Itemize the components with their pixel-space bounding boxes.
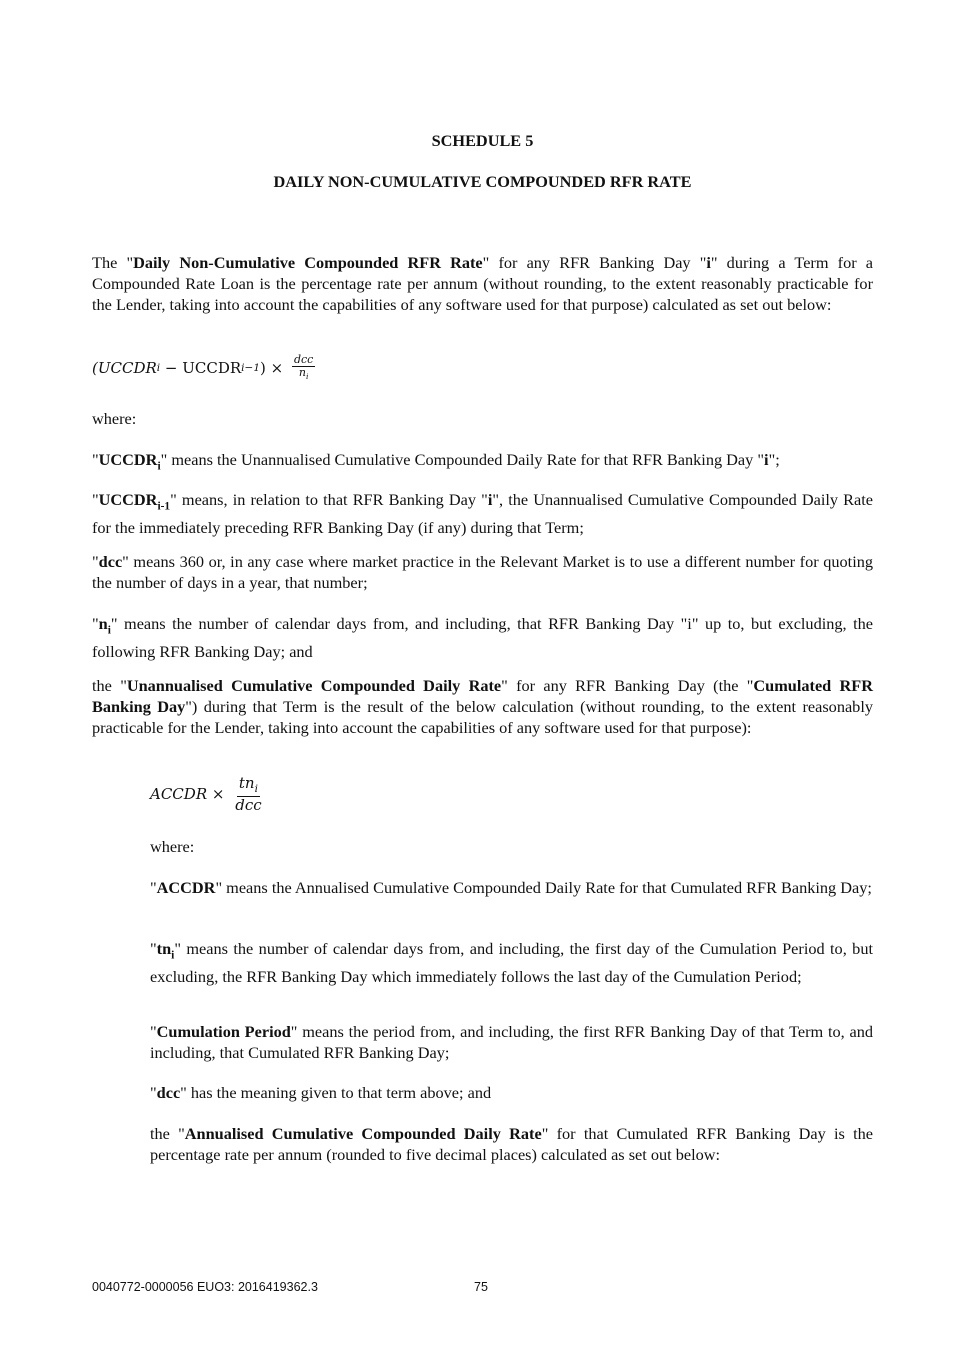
defined-term xyxy=(98,450,161,473)
formula-part: (UCCDR xyxy=(92,358,157,377)
text: " xyxy=(92,552,99,571)
fraction-numerator xyxy=(237,775,260,797)
formula-daily-rate xyxy=(92,354,315,382)
defined-term: dcc xyxy=(98,552,123,571)
text: " for any RFR Banking Day " xyxy=(482,253,707,272)
defined-term: Daily Non-Cumulative Compounded RFR Rate xyxy=(133,253,483,272)
subscript: i-1 xyxy=(157,500,171,513)
formula-part: ACCDR × xyxy=(150,784,230,803)
text: " means, in relation to that RFR Banking Day " xyxy=(170,490,488,509)
footer-document-reference: 0040772-0000056 EUO3: 2016419362.3 xyxy=(92,1280,318,1294)
definition-cumulation-period xyxy=(150,1021,873,1063)
definition-uccdr-i xyxy=(92,449,873,477)
defined-term: Unannualised Cumulative Compounded Daily Rate xyxy=(126,676,502,695)
subscript: i xyxy=(171,949,175,962)
text: " means 360 or, in any case where market practice in the Relevant Market is to use a different number for quoting the number of days in a year, that number; xyxy=(92,552,873,592)
text: " means the Unannualised Cumulative Compounded Daily Rate for that RFR Banking Day " xyxy=(160,450,765,469)
formula-subscript: i xyxy=(254,783,258,795)
definition-tni xyxy=(150,938,873,987)
text: ", the Unannualised Cumulative Compounded Daily Rate for the immediately preceding RFR Banking Day (if any) during that Term; xyxy=(92,490,873,538)
formula-part: ) × xyxy=(260,358,288,377)
fraction-denominator xyxy=(297,367,311,382)
text: " for that Cumulated RFR Banking Day is the percentage rate per annum (rounded to five decimal places) calculated as set out below: xyxy=(150,1124,874,1164)
defined-term: i xyxy=(487,490,493,509)
subscript: i xyxy=(157,460,161,473)
formula-part: − UCCDR xyxy=(160,358,242,377)
accdr-definition-paragraph xyxy=(150,1123,873,1165)
defined-term: ACCDR xyxy=(156,878,216,897)
uccdr-definition-paragraph xyxy=(92,675,873,738)
text: tn xyxy=(156,939,172,958)
where-label: where: xyxy=(150,837,195,856)
intro-paragraph xyxy=(92,252,873,315)
text: " xyxy=(92,614,99,633)
definition-accdr xyxy=(150,877,873,898)
fraction xyxy=(292,354,315,382)
text: " means the number of calendar days from, and including, that RFR Banking Day "i" up to, but excluding, the following RFR Banking Day; and xyxy=(92,614,873,662)
schedule-title: SCHEDULE 5 xyxy=(431,131,534,150)
schedule-subtitle: DAILY NON-CUMULATIVE COMPOUNDED RFR RATE xyxy=(273,172,692,191)
fraction-numerator: dcc xyxy=(293,353,314,366)
defined-term: Annualised Cumulative Compounded Daily Rate xyxy=(184,1124,542,1143)
defined-term: dcc xyxy=(156,1083,181,1102)
text: " xyxy=(150,1083,157,1102)
text: UCCDR xyxy=(98,450,158,469)
where-label: where: xyxy=(92,409,137,428)
defined-term xyxy=(156,939,175,962)
text: " means the period from, and including, the first RFR Banking Day of that Term to, and including, that Cumulated RFR Banking Day; xyxy=(150,1022,873,1062)
footer-page-number: 75 xyxy=(474,1280,488,1294)
text: the " xyxy=(92,676,127,695)
defined-term: i xyxy=(764,450,769,469)
text: " for any RFR Banking Day (the " xyxy=(501,676,754,695)
formula-subscript: i−1 xyxy=(241,361,261,374)
text: " xyxy=(150,878,157,897)
text: n xyxy=(98,614,108,633)
definition-uccdr-i-1 xyxy=(92,489,873,538)
text: " xyxy=(92,490,99,509)
text: the " xyxy=(150,1124,185,1143)
text: ") during that Term is the result of the below calculation (without rounding, to the extent reasonably practicable for the Lender, taking into account the capabilities of any software used for that purpose): xyxy=(92,697,873,737)
text: " xyxy=(150,939,157,958)
defined-term: i xyxy=(706,253,711,272)
text: " during a Term for a Compounded Rate Loan is the percentage rate per annum (without rounding, to the extent reasonably practicable for the Lender, taking into account the capabilities of any software used for that purpose) calculated as set out below: xyxy=(92,253,874,314)
text: UCCDR xyxy=(98,490,158,509)
defined-term: Cumulated RFR Banking Day xyxy=(92,676,873,716)
definition-ni xyxy=(92,613,873,662)
fraction-denominator: dcc xyxy=(235,795,262,814)
definition-dcc xyxy=(92,551,873,593)
text: " means the number of calendar days from, and including, the first day of the Cumulation Period to, but excluding, the RFR Banking Day which immediately follows the last day of the Cumulation Period; xyxy=(150,939,873,987)
defined-term xyxy=(98,490,171,513)
defined-term xyxy=(98,614,111,637)
formula-part: tn xyxy=(238,774,255,792)
text: " xyxy=(150,1022,157,1041)
formula-uccdr xyxy=(150,775,264,814)
text: " has the meaning given to that term above; and xyxy=(180,1083,492,1102)
text: "; xyxy=(768,450,780,469)
fraction xyxy=(233,775,263,814)
formula-part: n xyxy=(298,366,306,380)
defined-term: Cumulation Period xyxy=(156,1022,291,1041)
text: The " xyxy=(92,253,134,272)
formula-subscript: i xyxy=(305,372,309,382)
text: " xyxy=(92,450,99,469)
subscript: i xyxy=(107,624,111,637)
definition-dcc-reference xyxy=(150,1082,873,1103)
formula-subscript: i xyxy=(156,361,161,374)
text: " means the Annualised Cumulative Compounded Daily Rate for that Cumulated RFR Banking Day; xyxy=(215,878,872,897)
